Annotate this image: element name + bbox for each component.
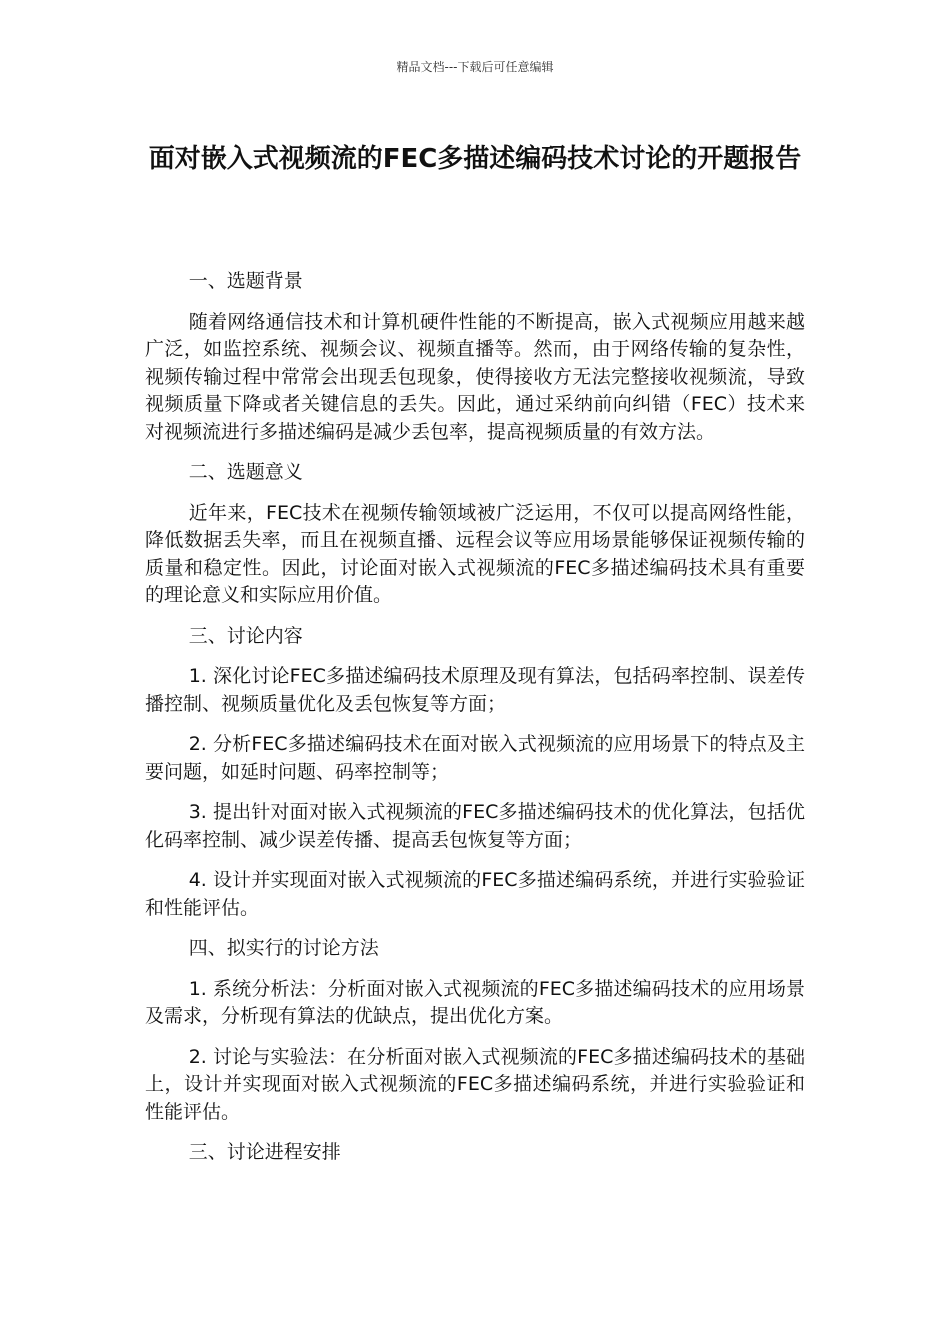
list-item: 3. 提出针对面对嵌入式视频流的FEC多描述编码技术的优化算法，包括优化码率控制、减少误差传播、提高丢包恢复等方面； (145, 801, 805, 851)
section-methods (145, 935, 805, 1126)
section-heading: 一、选题背景 (188, 270, 303, 292)
section-heading: 四、拟实行的讨论方法 (188, 937, 379, 959)
section-heading: 三、讨论内容 (188, 624, 303, 647)
section-schedule (145, 1139, 805, 1167)
paragraph: 随着网络通信技术和计算机硬件性能的不断提高，嵌入式视频应用越来越广泛，如监控系统、视频会议、视频直播等。然而，由于网络传输的复杂性，视频传输过程中常常会出现丢包现象，使得接收方无法完整接收视频流，导致视频质量下降或者关键信息的丢失。因此，通过采纳前向纠错（FEC）技术来对视频流进行多描述编码是减少丢包率，提高视频质量的有效方法。 (145, 310, 805, 443)
section-significance (145, 459, 805, 610)
paragraph: 近年来，FEC技术在视频传输领域被广泛运用，不仅可以提高网络性能，降低数据丢失率，而且在视频直播、远程会议等应用场景能够保证视频传输的质量和稳定性。因此，讨论面对嵌入式视频流的FEC多描述编码技术具有重要的理论意义和实际应用价值。 (145, 501, 805, 606)
document-body (145, 268, 805, 1180)
list-item: 2. 讨论与实验法：在分析面对嵌入式视频流的FEC多描述编码技术的基础上，设计并实现面对嵌入式视频流的FEC多描述编码系统，并进行实验验证和性能评估。 (145, 1045, 805, 1123)
header-note: 精品文档---下载后可任意编辑 (396, 60, 554, 74)
document-title: 面对嵌入式视频流的FEC多描述编码技术讨论的开题报告 (148, 144, 802, 174)
list-item: 2. 分析FEC多描述编码技术在面对嵌入式视频流的应用场景下的特点及主要问题，如延时问题、码率控制等； (145, 733, 805, 783)
section-background (145, 268, 805, 446)
list-item: 1. 系统分析法：分析面对嵌入式视频流的FEC多描述编码技术的应用场景及需求，分析现有算法的优缺点，提出优化方案。 (145, 977, 805, 1027)
list-item: 1. 深化讨论FEC多描述编码技术原理及现有算法，包括码率控制、误差传播控制、视频质量优化及丢包恢复等方面； (145, 665, 805, 715)
section-heading: 二、选题意义 (188, 461, 303, 483)
list-item: 4. 设计并实现面对嵌入式视频流的FEC多描述编码系统，并进行实验验证和性能评估。 (145, 869, 805, 919)
section-content (145, 623, 805, 923)
section-heading: 三、讨论进程安排 (188, 1141, 341, 1163)
